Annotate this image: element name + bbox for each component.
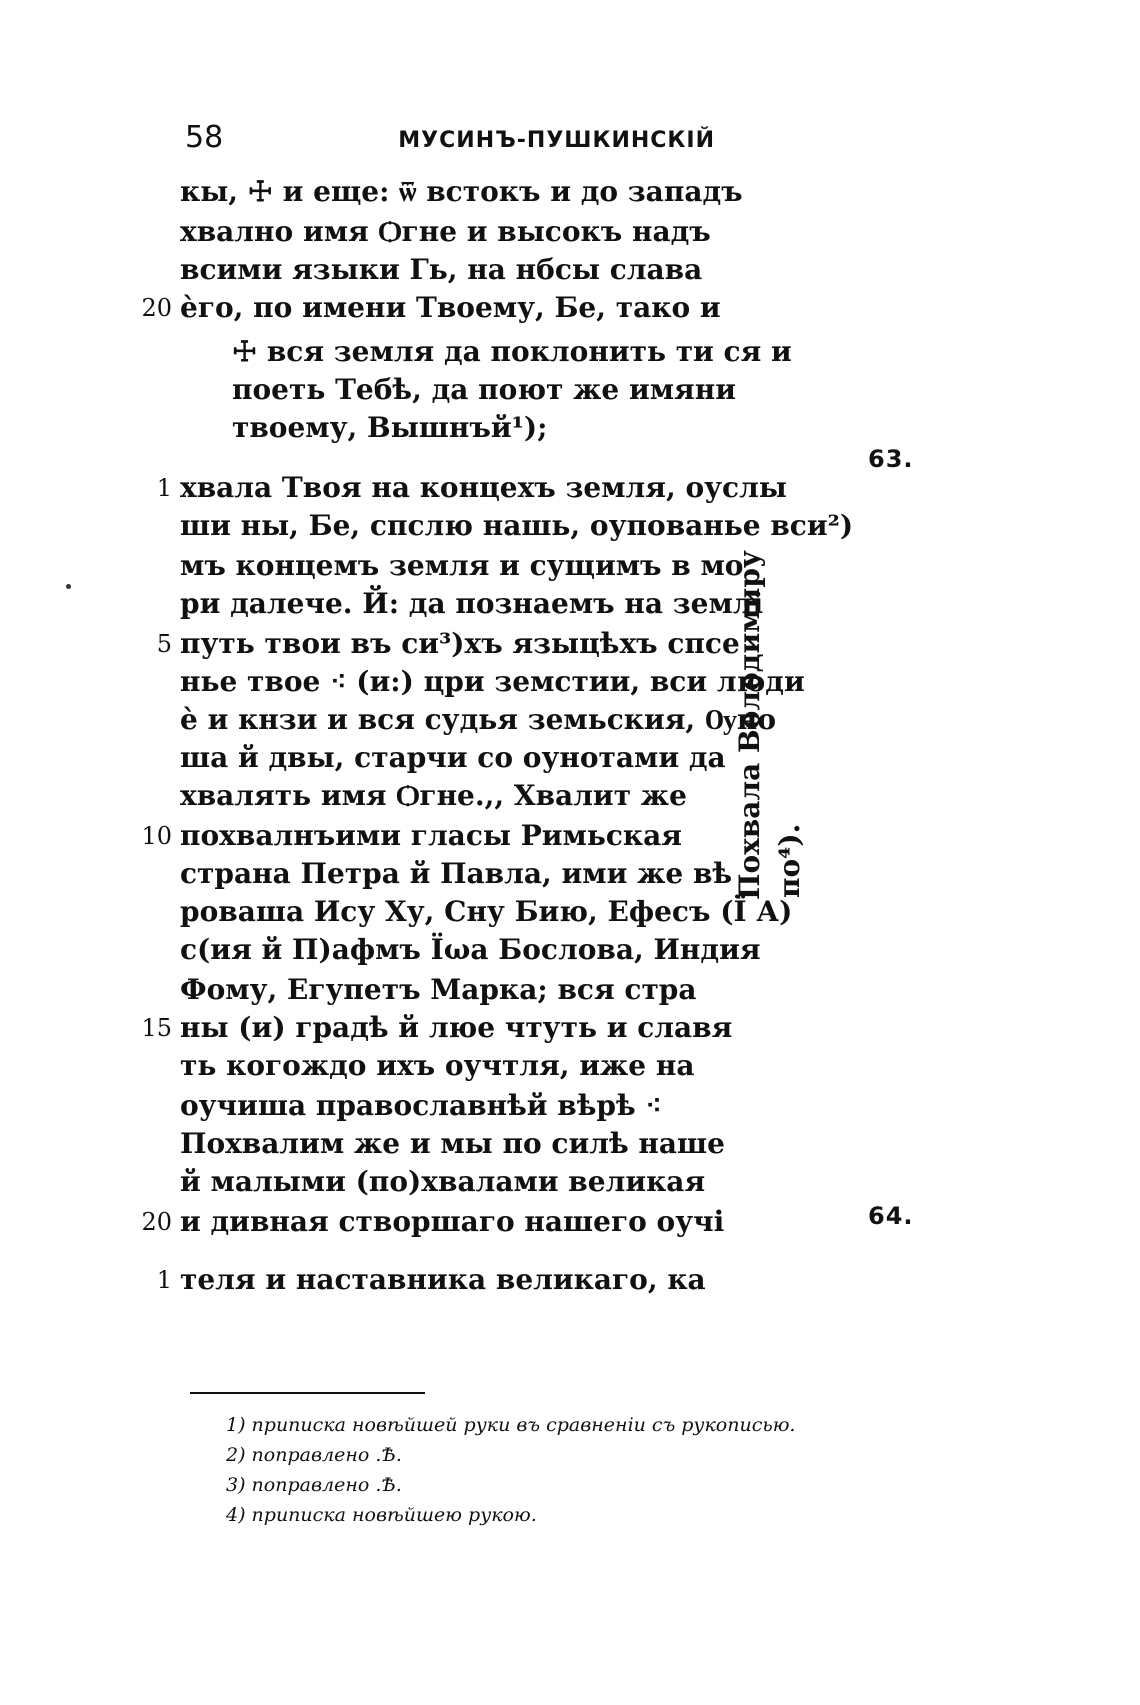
text-line (180, 854, 740, 894)
text-line (180, 738, 740, 778)
text-line (232, 370, 792, 410)
line-text: ны (и) градѣ й люе чтуть и славя (180, 1011, 733, 1044)
running-head (185, 120, 715, 155)
line-text: хвала Твоя на концехъ земля, оуслы (180, 471, 787, 504)
line-number: 20 (141, 1208, 172, 1236)
line-text: ша й двы, старчи со оунотами да (180, 741, 726, 774)
footnote: 3) поправлено .Ѣ. (226, 1474, 402, 1496)
text-line (180, 892, 793, 932)
line-text: й малыми (по)хвалами великая (180, 1165, 706, 1198)
line-text: кы, ☩ и еще: ѿ встокъ и до западъ (180, 175, 743, 208)
text-line (180, 506, 854, 546)
header-title: МУСИНЪ-ПУШКИНСКІЙ (398, 128, 715, 153)
folio-marker: 63. (868, 445, 914, 473)
line-text: поеть Тебѣ, да поют же имяни (232, 373, 736, 406)
text-line (141, 1202, 740, 1242)
line-text: Фому, Егупетъ Марка; вся стра (180, 973, 697, 1006)
line-text: ☩ вся земля да поклонить ти ся и (232, 335, 792, 368)
line-number: 10 (141, 822, 172, 850)
text-line (156, 468, 787, 508)
text-line (232, 332, 792, 372)
line-number: 1 (156, 474, 172, 502)
margin-note-line: Похвала Володимиру (733, 550, 766, 900)
line-text: хвалять имя Ѻгне.,, Хвалит же (180, 779, 687, 812)
line-text: с(ия й П)афмъ Їωа Бослова, Индия (180, 933, 761, 966)
line-text: нье твое ⁖ (и:) цри земстии, вси люди (180, 665, 805, 698)
line-text: ши ны, Бе, спслю нашь, оупованье вси²) (180, 509, 854, 542)
text-line (141, 288, 740, 328)
line-text: мъ концемъ земля и сущимъ в мо (180, 549, 744, 582)
line-number: 20 (141, 294, 172, 322)
line-text: всими языки Гь, на нбсы слава (180, 253, 703, 286)
line-text: ть когождо ихъ оучтля, иже на (180, 1049, 695, 1082)
line-number: 5 (156, 630, 172, 658)
text-line (180, 776, 740, 816)
line-text: твоему, Вышнъй¹); (232, 411, 548, 444)
text-line (180, 250, 740, 290)
text-line (180, 1124, 740, 1164)
line-text: теля и наставника великаго, ка (180, 1263, 706, 1296)
text-line (180, 212, 740, 252)
footnote-rule (190, 1392, 425, 1394)
line-text: похвалнъими гласы Римьская (180, 819, 682, 852)
line-text: оучиша православнѣй вѣрѣ ⁖ (180, 1089, 662, 1122)
margin-note (730, 550, 822, 900)
line-text: путь твои въ си³)хъ языцѣхъ спсе (180, 627, 740, 660)
text-line (232, 408, 792, 448)
footnote: 1) приписка новѣйшей руки въ сравненіи съ рукописью. (226, 1414, 796, 1436)
line-text: хвално имя Ѻгне и высокъ надъ (180, 215, 711, 248)
text-line (141, 1008, 740, 1048)
line-text: ри далече. Й: да познаемъ на землі (180, 587, 764, 620)
line-number: 1 (156, 1266, 172, 1294)
text-line (180, 662, 805, 702)
margin-note-line: по⁴). (773, 823, 806, 898)
line-text: Похвалим же и мы по силѣ наше (180, 1127, 725, 1160)
text-line (180, 546, 744, 586)
text-line (180, 1086, 740, 1126)
text-line (180, 970, 740, 1010)
line-text: страна Петра й Павла, ими же вѣ (180, 857, 733, 890)
text-line (180, 930, 761, 970)
footnote: 4) приписка новѣйшею рукою. (226, 1504, 537, 1526)
line-number: 15 (141, 1014, 172, 1042)
folio-marker: 64. (868, 1202, 914, 1230)
text-line (180, 1046, 740, 1086)
ink-speck (66, 584, 71, 589)
text-line (156, 624, 740, 664)
line-text: ѐго, по имени Твоему, Бе, тако и (180, 291, 721, 324)
text-line (180, 1162, 740, 1202)
text-line (156, 1260, 740, 1300)
footnote: 2) поправлено .Ѣ. (226, 1444, 402, 1466)
text-line (141, 816, 740, 856)
line-text: и дивная створшаго нашего оучі (180, 1205, 725, 1238)
page-number: 58 (185, 120, 224, 155)
line-text: ѐ и кнзи и вся судья земьския, Ѹно (180, 703, 777, 736)
line-text: роваша Ису Ху, Сну Бию, Ефесъ (Ï А) (180, 895, 793, 928)
text-line (180, 172, 743, 212)
text-line (180, 700, 777, 740)
text-line (180, 584, 764, 624)
